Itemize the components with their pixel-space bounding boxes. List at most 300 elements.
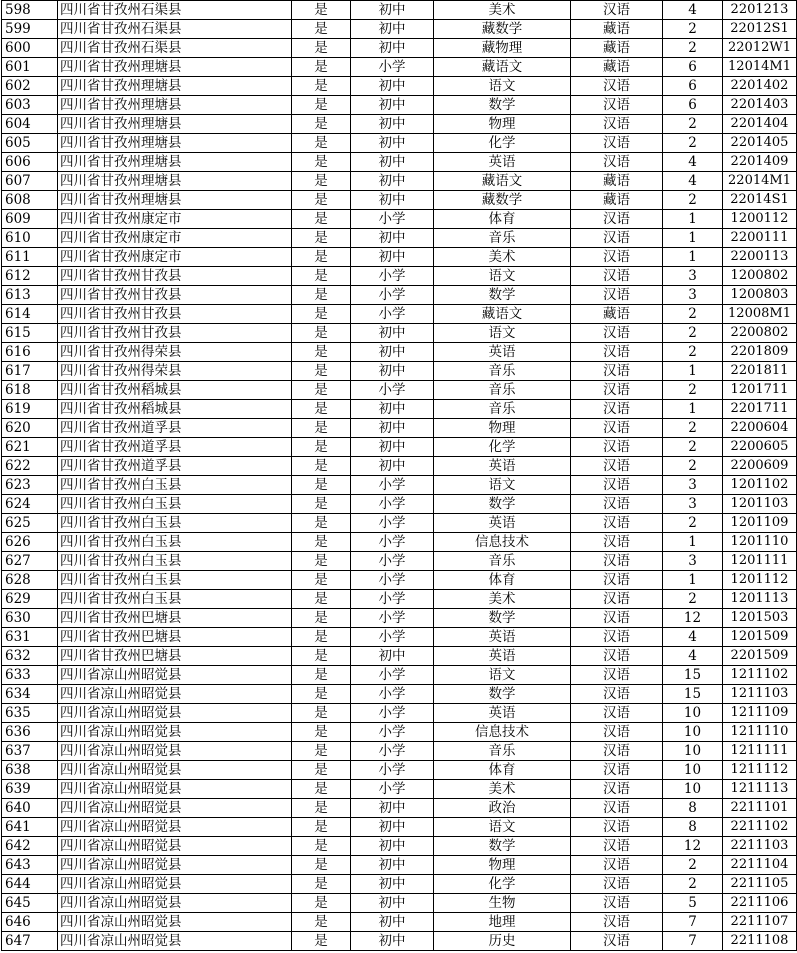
flag-cell: 是 bbox=[292, 647, 351, 666]
flag-cell: 是 bbox=[292, 134, 351, 153]
language-cell: 汉语 bbox=[571, 343, 663, 362]
code-cell: 1211113 bbox=[723, 780, 797, 799]
level-cell: 初中 bbox=[351, 799, 434, 818]
level-cell: 小学 bbox=[351, 267, 434, 286]
location-cell: 四川省甘孜州康定市 bbox=[58, 229, 292, 248]
level-cell: 初中 bbox=[351, 894, 434, 913]
code-cell: 2200113 bbox=[723, 248, 797, 267]
row-number: 604 bbox=[2, 115, 58, 134]
language-cell: 汉语 bbox=[571, 153, 663, 172]
flag-cell: 是 bbox=[292, 837, 351, 856]
location-cell: 四川省甘孜州巴塘县 bbox=[58, 628, 292, 647]
count-cell: 10 bbox=[663, 723, 723, 742]
language-cell: 汉语 bbox=[571, 495, 663, 514]
count-cell: 4 bbox=[663, 1, 723, 20]
level-cell: 初中 bbox=[351, 153, 434, 172]
location-cell: 四川省甘孜州石渠县 bbox=[58, 1, 292, 20]
count-cell: 1 bbox=[663, 248, 723, 267]
flag-cell: 是 bbox=[292, 1, 351, 20]
row-number: 619 bbox=[2, 400, 58, 419]
code-cell: 1211112 bbox=[723, 761, 797, 780]
level-cell: 初中 bbox=[351, 115, 434, 134]
level-cell: 小学 bbox=[351, 476, 434, 495]
flag-cell: 是 bbox=[292, 913, 351, 932]
language-cell: 汉语 bbox=[571, 381, 663, 400]
table-row bbox=[2, 210, 797, 229]
row-number: 637 bbox=[2, 742, 58, 761]
location-cell: 四川省甘孜州甘孜县 bbox=[58, 324, 292, 343]
code-cell: 2211102 bbox=[723, 818, 797, 837]
subject-cell: 数学 bbox=[434, 685, 571, 704]
code-cell: 2200609 bbox=[723, 457, 797, 476]
code-cell: 1200112 bbox=[723, 210, 797, 229]
flag-cell: 是 bbox=[292, 894, 351, 913]
subject-cell: 语文 bbox=[434, 267, 571, 286]
subject-cell: 英语 bbox=[434, 704, 571, 723]
row-number: 612 bbox=[2, 267, 58, 286]
language-cell: 汉语 bbox=[571, 77, 663, 96]
count-cell: 8 bbox=[663, 799, 723, 818]
language-cell: 汉语 bbox=[571, 533, 663, 552]
table-row bbox=[2, 286, 797, 305]
subject-cell: 数学 bbox=[434, 837, 571, 856]
count-cell: 2 bbox=[663, 381, 723, 400]
language-cell: 汉语 bbox=[571, 723, 663, 742]
location-cell: 四川省甘孜州理塘县 bbox=[58, 96, 292, 115]
location-cell: 四川省甘孜州理塘县 bbox=[58, 77, 292, 96]
location-cell: 四川省甘孜州甘孜县 bbox=[58, 286, 292, 305]
row-number: 626 bbox=[2, 533, 58, 552]
count-cell: 2 bbox=[663, 590, 723, 609]
flag-cell: 是 bbox=[292, 609, 351, 628]
count-cell: 7 bbox=[663, 913, 723, 932]
row-number: 606 bbox=[2, 153, 58, 172]
count-cell: 3 bbox=[663, 267, 723, 286]
level-cell: 小学 bbox=[351, 685, 434, 704]
location-cell: 四川省甘孜州理塘县 bbox=[58, 134, 292, 153]
row-number: 600 bbox=[2, 39, 58, 58]
flag-cell: 是 bbox=[292, 856, 351, 875]
level-cell: 小学 bbox=[351, 514, 434, 533]
count-cell: 2 bbox=[663, 419, 723, 438]
location-cell: 四川省甘孜州巴塘县 bbox=[58, 609, 292, 628]
count-cell: 1 bbox=[663, 362, 723, 381]
language-cell: 汉语 bbox=[571, 932, 663, 951]
row-number: 630 bbox=[2, 609, 58, 628]
subject-cell: 藏数学 bbox=[434, 20, 571, 39]
row-number: 646 bbox=[2, 913, 58, 932]
level-cell: 初中 bbox=[351, 20, 434, 39]
table-row bbox=[2, 552, 797, 571]
location-cell: 四川省甘孜州甘孜县 bbox=[58, 305, 292, 324]
subject-cell: 数学 bbox=[434, 495, 571, 514]
code-cell: 22014M1 bbox=[723, 172, 797, 191]
row-number: 623 bbox=[2, 476, 58, 495]
flag-cell: 是 bbox=[292, 476, 351, 495]
row-number: 632 bbox=[2, 647, 58, 666]
count-cell: 5 bbox=[663, 894, 723, 913]
location-cell: 四川省甘孜州白玉县 bbox=[58, 590, 292, 609]
language-cell: 汉语 bbox=[571, 894, 663, 913]
table-row bbox=[2, 856, 797, 875]
count-cell: 12 bbox=[663, 837, 723, 856]
row-number: 643 bbox=[2, 856, 58, 875]
table-row bbox=[2, 742, 797, 761]
code-cell: 2201809 bbox=[723, 343, 797, 362]
location-cell: 四川省甘孜州甘孜县 bbox=[58, 267, 292, 286]
row-number: 640 bbox=[2, 799, 58, 818]
flag-cell: 是 bbox=[292, 248, 351, 267]
row-number: 610 bbox=[2, 229, 58, 248]
language-cell: 汉语 bbox=[571, 799, 663, 818]
subject-cell: 美术 bbox=[434, 248, 571, 267]
row-number: 641 bbox=[2, 818, 58, 837]
level-cell: 初中 bbox=[351, 457, 434, 476]
count-cell: 6 bbox=[663, 96, 723, 115]
recruitment-table bbox=[1, 0, 797, 951]
location-cell: 四川省甘孜州白玉县 bbox=[58, 571, 292, 590]
subject-cell: 物理 bbox=[434, 115, 571, 134]
level-cell: 初中 bbox=[351, 1, 434, 20]
count-cell: 3 bbox=[663, 286, 723, 305]
row-number: 598 bbox=[2, 1, 58, 20]
table-row bbox=[2, 115, 797, 134]
level-cell: 初中 bbox=[351, 856, 434, 875]
row-number: 611 bbox=[2, 248, 58, 267]
flag-cell: 是 bbox=[292, 704, 351, 723]
level-cell: 初中 bbox=[351, 419, 434, 438]
table-row bbox=[2, 495, 797, 514]
table-row bbox=[2, 818, 797, 837]
location-cell: 四川省甘孜州石渠县 bbox=[58, 39, 292, 58]
flag-cell: 是 bbox=[292, 419, 351, 438]
code-cell: 2201711 bbox=[723, 400, 797, 419]
flag-cell: 是 bbox=[292, 571, 351, 590]
subject-cell: 体育 bbox=[434, 761, 571, 780]
language-cell: 汉语 bbox=[571, 875, 663, 894]
location-cell: 四川省凉山州昭觉县 bbox=[58, 761, 292, 780]
flag-cell: 是 bbox=[292, 761, 351, 780]
table-row bbox=[2, 704, 797, 723]
subject-cell: 英语 bbox=[434, 343, 571, 362]
level-cell: 小学 bbox=[351, 609, 434, 628]
row-number: 645 bbox=[2, 894, 58, 913]
count-cell: 10 bbox=[663, 761, 723, 780]
location-cell: 四川省甘孜州理塘县 bbox=[58, 191, 292, 210]
language-cell: 藏语 bbox=[571, 39, 663, 58]
language-cell: 汉语 bbox=[571, 742, 663, 761]
count-cell: 3 bbox=[663, 476, 723, 495]
language-cell: 汉语 bbox=[571, 552, 663, 571]
row-number: 625 bbox=[2, 514, 58, 533]
subject-cell: 音乐 bbox=[434, 742, 571, 761]
language-cell: 汉语 bbox=[571, 286, 663, 305]
count-cell: 10 bbox=[663, 780, 723, 799]
table-row bbox=[2, 1, 797, 20]
table-row bbox=[2, 229, 797, 248]
code-cell: 1201102 bbox=[723, 476, 797, 495]
level-cell: 小学 bbox=[351, 533, 434, 552]
location-cell: 四川省凉山州昭觉县 bbox=[58, 875, 292, 894]
flag-cell: 是 bbox=[292, 324, 351, 343]
count-cell: 2 bbox=[663, 134, 723, 153]
flag-cell: 是 bbox=[292, 400, 351, 419]
table-row bbox=[2, 96, 797, 115]
flag-cell: 是 bbox=[292, 799, 351, 818]
count-cell: 2 bbox=[663, 191, 723, 210]
language-cell: 藏语 bbox=[571, 191, 663, 210]
level-cell: 初中 bbox=[351, 324, 434, 343]
flag-cell: 是 bbox=[292, 875, 351, 894]
language-cell: 汉语 bbox=[571, 476, 663, 495]
flag-cell: 是 bbox=[292, 39, 351, 58]
language-cell: 汉语 bbox=[571, 514, 663, 533]
row-number: 614 bbox=[2, 305, 58, 324]
code-cell: 2200802 bbox=[723, 324, 797, 343]
table-row bbox=[2, 419, 797, 438]
subject-cell: 体育 bbox=[434, 210, 571, 229]
row-number: 644 bbox=[2, 875, 58, 894]
row-number: 608 bbox=[2, 191, 58, 210]
flag-cell: 是 bbox=[292, 210, 351, 229]
language-cell: 汉语 bbox=[571, 590, 663, 609]
level-cell: 小学 bbox=[351, 495, 434, 514]
table-row bbox=[2, 381, 797, 400]
table-row bbox=[2, 172, 797, 191]
code-cell: 1201111 bbox=[723, 552, 797, 571]
language-cell: 汉语 bbox=[571, 400, 663, 419]
code-cell: 1201109 bbox=[723, 514, 797, 533]
location-cell: 四川省甘孜州白玉县 bbox=[58, 533, 292, 552]
code-cell: 2211104 bbox=[723, 856, 797, 875]
table-row bbox=[2, 685, 797, 704]
code-cell: 22012W1 bbox=[723, 39, 797, 58]
count-cell: 2 bbox=[663, 324, 723, 343]
row-number: 618 bbox=[2, 381, 58, 400]
location-cell: 四川省甘孜州理塘县 bbox=[58, 172, 292, 191]
count-cell: 1 bbox=[663, 571, 723, 590]
table-row bbox=[2, 913, 797, 932]
code-cell: 1211110 bbox=[723, 723, 797, 742]
level-cell: 初中 bbox=[351, 172, 434, 191]
language-cell: 汉语 bbox=[571, 419, 663, 438]
level-cell: 小学 bbox=[351, 381, 434, 400]
table-row bbox=[2, 571, 797, 590]
subject-cell: 语文 bbox=[434, 818, 571, 837]
language-cell: 藏语 bbox=[571, 172, 663, 191]
code-cell: 2201404 bbox=[723, 115, 797, 134]
code-cell: 1201103 bbox=[723, 495, 797, 514]
row-number: 621 bbox=[2, 438, 58, 457]
code-cell: 12008M1 bbox=[723, 305, 797, 324]
level-cell: 小学 bbox=[351, 628, 434, 647]
flag-cell: 是 bbox=[292, 267, 351, 286]
flag-cell: 是 bbox=[292, 533, 351, 552]
count-cell: 2 bbox=[663, 305, 723, 324]
table-row bbox=[2, 343, 797, 362]
language-cell: 藏语 bbox=[571, 58, 663, 77]
level-cell: 初中 bbox=[351, 134, 434, 153]
row-number: 639 bbox=[2, 780, 58, 799]
count-cell: 15 bbox=[663, 685, 723, 704]
subject-cell: 英语 bbox=[434, 153, 571, 172]
language-cell: 汉语 bbox=[571, 248, 663, 267]
count-cell: 4 bbox=[663, 153, 723, 172]
subject-cell: 英语 bbox=[434, 457, 571, 476]
location-cell: 四川省凉山州昭觉县 bbox=[58, 685, 292, 704]
table-row bbox=[2, 77, 797, 96]
count-cell: 2 bbox=[663, 343, 723, 362]
table-row bbox=[2, 514, 797, 533]
flag-cell: 是 bbox=[292, 438, 351, 457]
subject-cell: 历史 bbox=[434, 932, 571, 951]
location-cell: 四川省凉山州昭觉县 bbox=[58, 856, 292, 875]
count-cell: 4 bbox=[663, 172, 723, 191]
table-row bbox=[2, 723, 797, 742]
location-cell: 四川省凉山州昭觉县 bbox=[58, 837, 292, 856]
level-cell: 小学 bbox=[351, 58, 434, 77]
language-cell: 汉语 bbox=[571, 818, 663, 837]
subject-cell: 美术 bbox=[434, 1, 571, 20]
subject-cell: 音乐 bbox=[434, 229, 571, 248]
subject-cell: 英语 bbox=[434, 628, 571, 647]
location-cell: 四川省甘孜州康定市 bbox=[58, 210, 292, 229]
location-cell: 四川省凉山州昭觉县 bbox=[58, 666, 292, 685]
code-cell: 1200803 bbox=[723, 286, 797, 305]
level-cell: 小学 bbox=[351, 780, 434, 799]
location-cell: 四川省凉山州昭觉县 bbox=[58, 913, 292, 932]
code-cell: 1200802 bbox=[723, 267, 797, 286]
count-cell: 2 bbox=[663, 438, 723, 457]
flag-cell: 是 bbox=[292, 115, 351, 134]
level-cell: 初中 bbox=[351, 343, 434, 362]
flag-cell: 是 bbox=[292, 552, 351, 571]
subject-cell: 化学 bbox=[434, 875, 571, 894]
language-cell: 汉语 bbox=[571, 913, 663, 932]
subject-cell: 政治 bbox=[434, 799, 571, 818]
code-cell: 2201403 bbox=[723, 96, 797, 115]
row-number: 647 bbox=[2, 932, 58, 951]
table-row bbox=[2, 780, 797, 799]
row-number: 599 bbox=[2, 20, 58, 39]
location-cell: 四川省甘孜州白玉县 bbox=[58, 476, 292, 495]
count-cell: 7 bbox=[663, 932, 723, 951]
location-cell: 四川省凉山州昭觉县 bbox=[58, 799, 292, 818]
level-cell: 小学 bbox=[351, 761, 434, 780]
subject-cell: 英语 bbox=[434, 647, 571, 666]
code-cell: 1211103 bbox=[723, 685, 797, 704]
flag-cell: 是 bbox=[292, 723, 351, 742]
level-cell: 小学 bbox=[351, 666, 434, 685]
code-cell: 1201113 bbox=[723, 590, 797, 609]
code-cell: 2201509 bbox=[723, 647, 797, 666]
count-cell: 4 bbox=[663, 647, 723, 666]
table-row bbox=[2, 666, 797, 685]
subject-cell: 语文 bbox=[434, 476, 571, 495]
level-cell: 初中 bbox=[351, 77, 434, 96]
flag-cell: 是 bbox=[292, 685, 351, 704]
language-cell: 汉语 bbox=[571, 229, 663, 248]
flag-cell: 是 bbox=[292, 666, 351, 685]
count-cell: 2 bbox=[663, 457, 723, 476]
location-cell: 四川省甘孜州道孚县 bbox=[58, 419, 292, 438]
level-cell: 初中 bbox=[351, 229, 434, 248]
location-cell: 四川省甘孜州白玉县 bbox=[58, 495, 292, 514]
location-cell: 四川省甘孜州理塘县 bbox=[58, 58, 292, 77]
flag-cell: 是 bbox=[292, 932, 351, 951]
table-row bbox=[2, 248, 797, 267]
code-cell: 1201509 bbox=[723, 628, 797, 647]
level-cell: 小学 bbox=[351, 590, 434, 609]
count-cell: 2 bbox=[663, 856, 723, 875]
subject-cell: 音乐 bbox=[434, 362, 571, 381]
row-number: 633 bbox=[2, 666, 58, 685]
subject-cell: 藏语文 bbox=[434, 172, 571, 191]
flag-cell: 是 bbox=[292, 286, 351, 305]
location-cell: 四川省甘孜州道孚县 bbox=[58, 457, 292, 476]
flag-cell: 是 bbox=[292, 514, 351, 533]
subject-cell: 数学 bbox=[434, 609, 571, 628]
code-cell: 2201213 bbox=[723, 1, 797, 20]
subject-cell: 数学 bbox=[434, 96, 571, 115]
count-cell: 3 bbox=[663, 552, 723, 571]
location-cell: 四川省甘孜州理塘县 bbox=[58, 115, 292, 134]
table-row bbox=[2, 305, 797, 324]
flag-cell: 是 bbox=[292, 58, 351, 77]
row-number: 624 bbox=[2, 495, 58, 514]
code-cell: 2201402 bbox=[723, 77, 797, 96]
location-cell: 四川省甘孜州白玉县 bbox=[58, 514, 292, 533]
row-number: 635 bbox=[2, 704, 58, 723]
count-cell: 1 bbox=[663, 533, 723, 552]
table-row bbox=[2, 457, 797, 476]
table-row bbox=[2, 894, 797, 913]
row-number: 616 bbox=[2, 343, 58, 362]
row-number: 628 bbox=[2, 571, 58, 590]
count-cell: 6 bbox=[663, 77, 723, 96]
language-cell: 汉语 bbox=[571, 780, 663, 799]
row-number: 615 bbox=[2, 324, 58, 343]
location-cell: 四川省凉山州昭觉县 bbox=[58, 742, 292, 761]
level-cell: 小学 bbox=[351, 286, 434, 305]
subject-cell: 音乐 bbox=[434, 381, 571, 400]
code-cell: 1201711 bbox=[723, 381, 797, 400]
row-number: 609 bbox=[2, 210, 58, 229]
row-number: 602 bbox=[2, 77, 58, 96]
count-cell: 4 bbox=[663, 628, 723, 647]
level-cell: 初中 bbox=[351, 913, 434, 932]
location-cell: 四川省甘孜州得荣县 bbox=[58, 362, 292, 381]
location-cell: 四川省凉山州昭觉县 bbox=[58, 704, 292, 723]
code-cell: 1211102 bbox=[723, 666, 797, 685]
location-cell: 四川省甘孜州康定市 bbox=[58, 248, 292, 267]
subject-cell: 音乐 bbox=[434, 552, 571, 571]
language-cell: 藏语 bbox=[571, 20, 663, 39]
subject-cell: 音乐 bbox=[434, 400, 571, 419]
flag-cell: 是 bbox=[292, 780, 351, 799]
count-cell: 2 bbox=[663, 875, 723, 894]
row-number: 631 bbox=[2, 628, 58, 647]
language-cell: 汉语 bbox=[571, 685, 663, 704]
table-row bbox=[2, 400, 797, 419]
code-cell: 1201110 bbox=[723, 533, 797, 552]
level-cell: 初中 bbox=[351, 875, 434, 894]
language-cell: 汉语 bbox=[571, 666, 663, 685]
flag-cell: 是 bbox=[292, 457, 351, 476]
code-cell: 2211107 bbox=[723, 913, 797, 932]
subject-cell: 信息技术 bbox=[434, 533, 571, 552]
count-cell: 1 bbox=[663, 229, 723, 248]
